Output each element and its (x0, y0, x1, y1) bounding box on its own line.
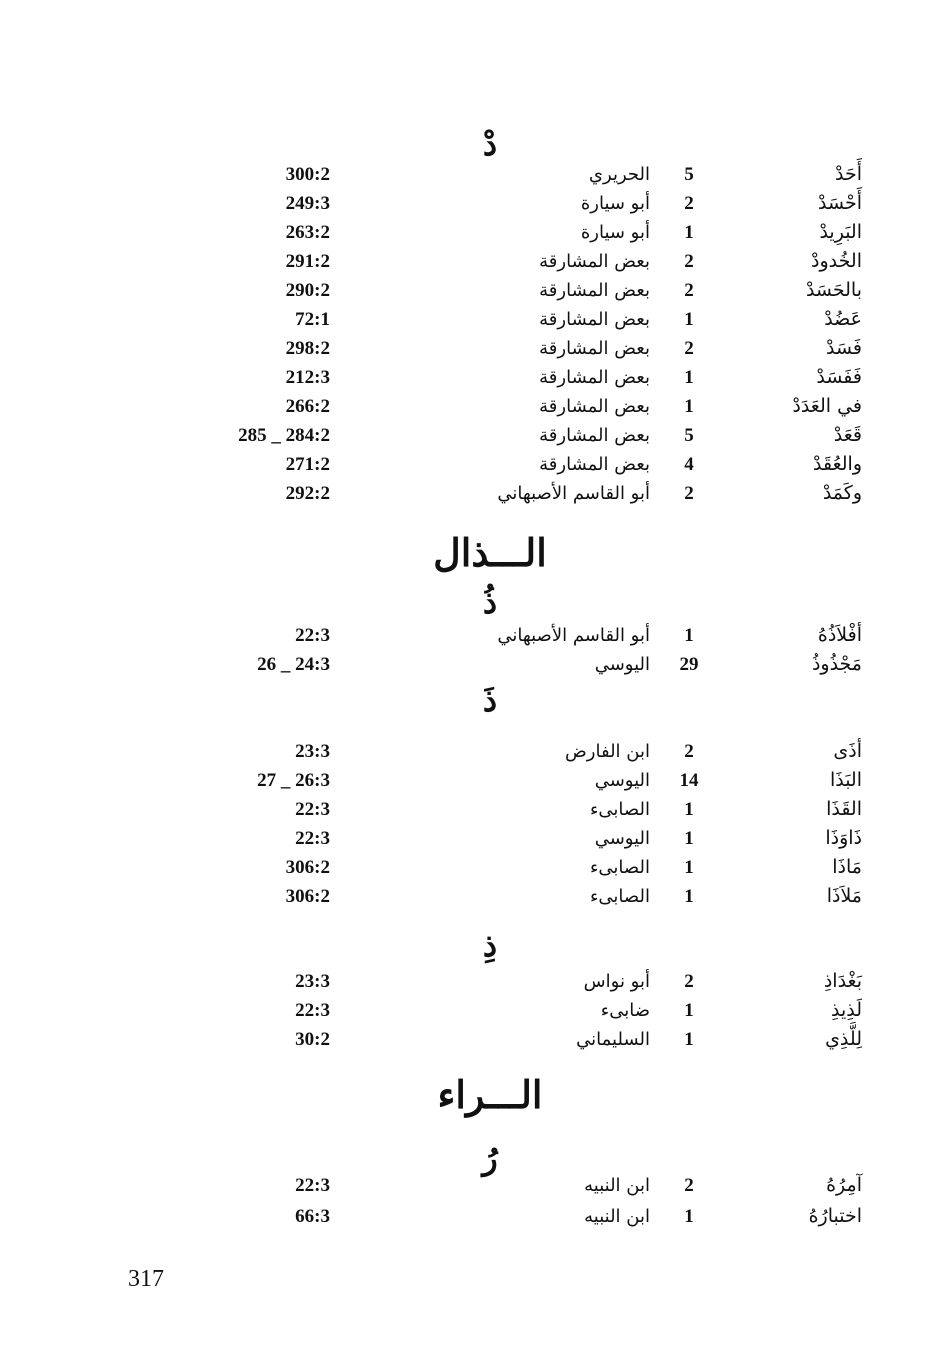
table-row (0, 305, 942, 334)
page-reference: 298:2 (285, 338, 330, 359)
page-reference: 300:2 (285, 164, 330, 185)
table-row (0, 421, 942, 450)
page-reference: 290:2 (285, 280, 330, 301)
rhyme-word: لَذِيذِ (830, 999, 862, 1021)
verse-count: 5 (684, 164, 694, 185)
page-reference: 306:2 (285, 886, 330, 907)
table-row (0, 1171, 942, 1200)
rhyme-heading-dhal-fatha: ذَ (482, 681, 498, 719)
rhyme-word: بَغْدَاذِ (823, 970, 862, 992)
rhyme-word: ذَاوَذَا (825, 827, 862, 849)
table-row (0, 766, 942, 795)
poet-name: أبو سيارة (580, 193, 650, 214)
chapter-heading-dhal: الـــذال (433, 530, 547, 575)
table-row (0, 479, 942, 508)
verse-count: 2 (684, 1175, 694, 1196)
verse-count: 1 (684, 367, 694, 388)
poet-name: بعض المشارقة (539, 425, 650, 446)
page-reference: 271:2 (285, 454, 330, 475)
table-row (0, 218, 942, 247)
rhyme-word: لِلَّذِي (825, 1028, 862, 1050)
rhyme-word: آمِرُهُ (826, 1174, 862, 1196)
page-reference: 22:3 (295, 1175, 330, 1196)
poet-name: الصابىء (589, 799, 650, 820)
rhyme-word: البَذَا (829, 769, 862, 791)
poet-name: أبو القاسم الأصبهاني (497, 483, 650, 504)
verse-count: 2 (684, 741, 694, 762)
poet-name: ضابىء (600, 1000, 650, 1021)
poet-name: بعض المشارقة (539, 454, 650, 475)
verse-count: 1 (684, 799, 694, 820)
table-row (0, 882, 942, 911)
table-row (0, 650, 942, 679)
poet-name: بعض المشارقة (539, 367, 650, 388)
verse-count: 1 (684, 625, 694, 646)
table-row (0, 189, 942, 218)
rhyme-word: أفْلاَذُهُ (817, 624, 862, 646)
page-reference: 212:3 (285, 367, 330, 388)
verse-count: 14 (679, 770, 699, 791)
poet-name: أبو سيارة (580, 222, 650, 243)
page-reference: 23:3 (295, 741, 330, 762)
page-reference: 291:2 (285, 251, 330, 272)
verse-count: 2 (684, 971, 694, 992)
rhyme-word: البَرِيدْ (819, 221, 862, 243)
rhyme-word: مَلاَذَا (826, 885, 862, 907)
poet-name: أبو القاسم الأصبهاني (497, 625, 650, 646)
rhyme-heading-ra-damma: رُ (482, 1139, 498, 1177)
table-row (0, 160, 942, 189)
rhyme-word: القَذَا (826, 798, 862, 820)
poet-name: بعض المشارقة (539, 251, 650, 272)
rhyme-word: أَحَدْ (835, 163, 862, 185)
table-row (0, 1202, 942, 1231)
rhyme-word: فَفَسَدْ (816, 366, 862, 388)
page-reference: 72:1 (295, 309, 330, 330)
page-reference: 22:3 (295, 1000, 330, 1021)
rhyme-word: قَعَدْ (833, 424, 862, 446)
verse-count: 2 (684, 251, 694, 272)
table-row (0, 247, 942, 276)
poet-name: اليوسي (594, 654, 650, 675)
rhyme-word: أذَى (833, 740, 862, 762)
rhyme-word: عَضُدْ (824, 308, 862, 330)
poet-name: ابن النبيه (584, 1206, 650, 1227)
rhyme-heading-dhal-damma: ذُ (482, 583, 498, 621)
verse-count: 1 (684, 222, 694, 243)
poet-name: ابن النبيه (584, 1175, 650, 1196)
rhyme-word: وكَمَدْ (822, 482, 862, 504)
verse-count: 1 (684, 309, 694, 330)
poet-name: بعض المشارقة (539, 309, 650, 330)
verse-count: 1 (684, 886, 694, 907)
rhyme-word: مَجْذُوذُ (811, 653, 862, 675)
page-reference: 26 _ 24:3 (257, 654, 330, 675)
poet-name: الحريري (588, 164, 650, 185)
rhyme-word: الخُدودْ (811, 250, 862, 272)
rhyme-word: اختبارُهُ (808, 1205, 862, 1227)
page-number: 317 (128, 1266, 164, 1292)
table-row (0, 967, 942, 996)
table-row (0, 853, 942, 882)
rhyme-heading-dal-sukun: دْ (482, 125, 498, 163)
page-reference: 30:2 (295, 1029, 330, 1050)
table-row (0, 824, 942, 853)
table-row (0, 450, 942, 479)
verse-count: 5 (684, 425, 694, 446)
poet-name: بعض المشارقة (539, 396, 650, 417)
poet-name: السليماني (576, 1029, 650, 1050)
table-row (0, 737, 942, 766)
poet-name: اليوسي (594, 828, 650, 849)
rhyme-word: والعُقَدْ (813, 453, 862, 475)
verse-count: 1 (684, 857, 694, 878)
page-reference: 266:2 (285, 396, 330, 417)
page-reference: 263:2 (285, 222, 330, 243)
table-row (0, 392, 942, 421)
poet-name: اليوسي (594, 770, 650, 791)
verse-count: 1 (684, 828, 694, 849)
table-row (0, 621, 942, 650)
verse-count: 1 (684, 1000, 694, 1021)
page-reference: 292:2 (285, 483, 330, 504)
page-reference: 22:3 (295, 625, 330, 646)
rhyme-word: مَاذَا (832, 856, 862, 878)
rhyme-word: في العَدَدْ (792, 395, 862, 417)
page-reference: 27 _ 26:3 (257, 770, 330, 791)
table-row (0, 334, 942, 363)
poet-name: بعض المشارقة (539, 280, 650, 301)
verse-count: 29 (679, 654, 699, 675)
poet-name: الصابىء (589, 857, 650, 878)
page-reference: 285 _ 284:2 (238, 425, 330, 446)
page-reference: 306:2 (285, 857, 330, 878)
verse-count: 1 (684, 1206, 694, 1227)
table-row (0, 276, 942, 305)
chapter-heading-ra: الـــراء (437, 1072, 543, 1117)
rhyme-heading-dhal-kasra: ذِ (482, 926, 498, 964)
poet-name: بعض المشارقة (539, 338, 650, 359)
verse-count: 1 (684, 1029, 694, 1050)
table-row (0, 363, 942, 392)
rhyme-word: أَحْسَدْ (818, 192, 862, 214)
page-reference: 22:3 (295, 799, 330, 820)
table-row (0, 996, 942, 1025)
verse-count: 2 (684, 280, 694, 301)
page-reference: 66:3 (295, 1206, 330, 1227)
verse-count: 1 (684, 396, 694, 417)
poet-name: أبو نواس (583, 971, 650, 992)
table-row (0, 1025, 942, 1054)
verse-count: 2 (684, 193, 694, 214)
poet-name: ابن الفارض (565, 741, 650, 762)
rhyme-word: بالحَسَدْ (805, 279, 862, 301)
page-reference: 249:3 (285, 193, 330, 214)
verse-count: 2 (684, 338, 694, 359)
verse-count: 4 (684, 454, 694, 475)
table-row (0, 795, 942, 824)
rhyme-word: فَسَدْ (825, 337, 862, 359)
page-reference: 23:3 (295, 971, 330, 992)
poet-name: الصابىء (589, 886, 650, 907)
verse-count: 2 (684, 483, 694, 504)
page-reference: 22:3 (295, 828, 330, 849)
